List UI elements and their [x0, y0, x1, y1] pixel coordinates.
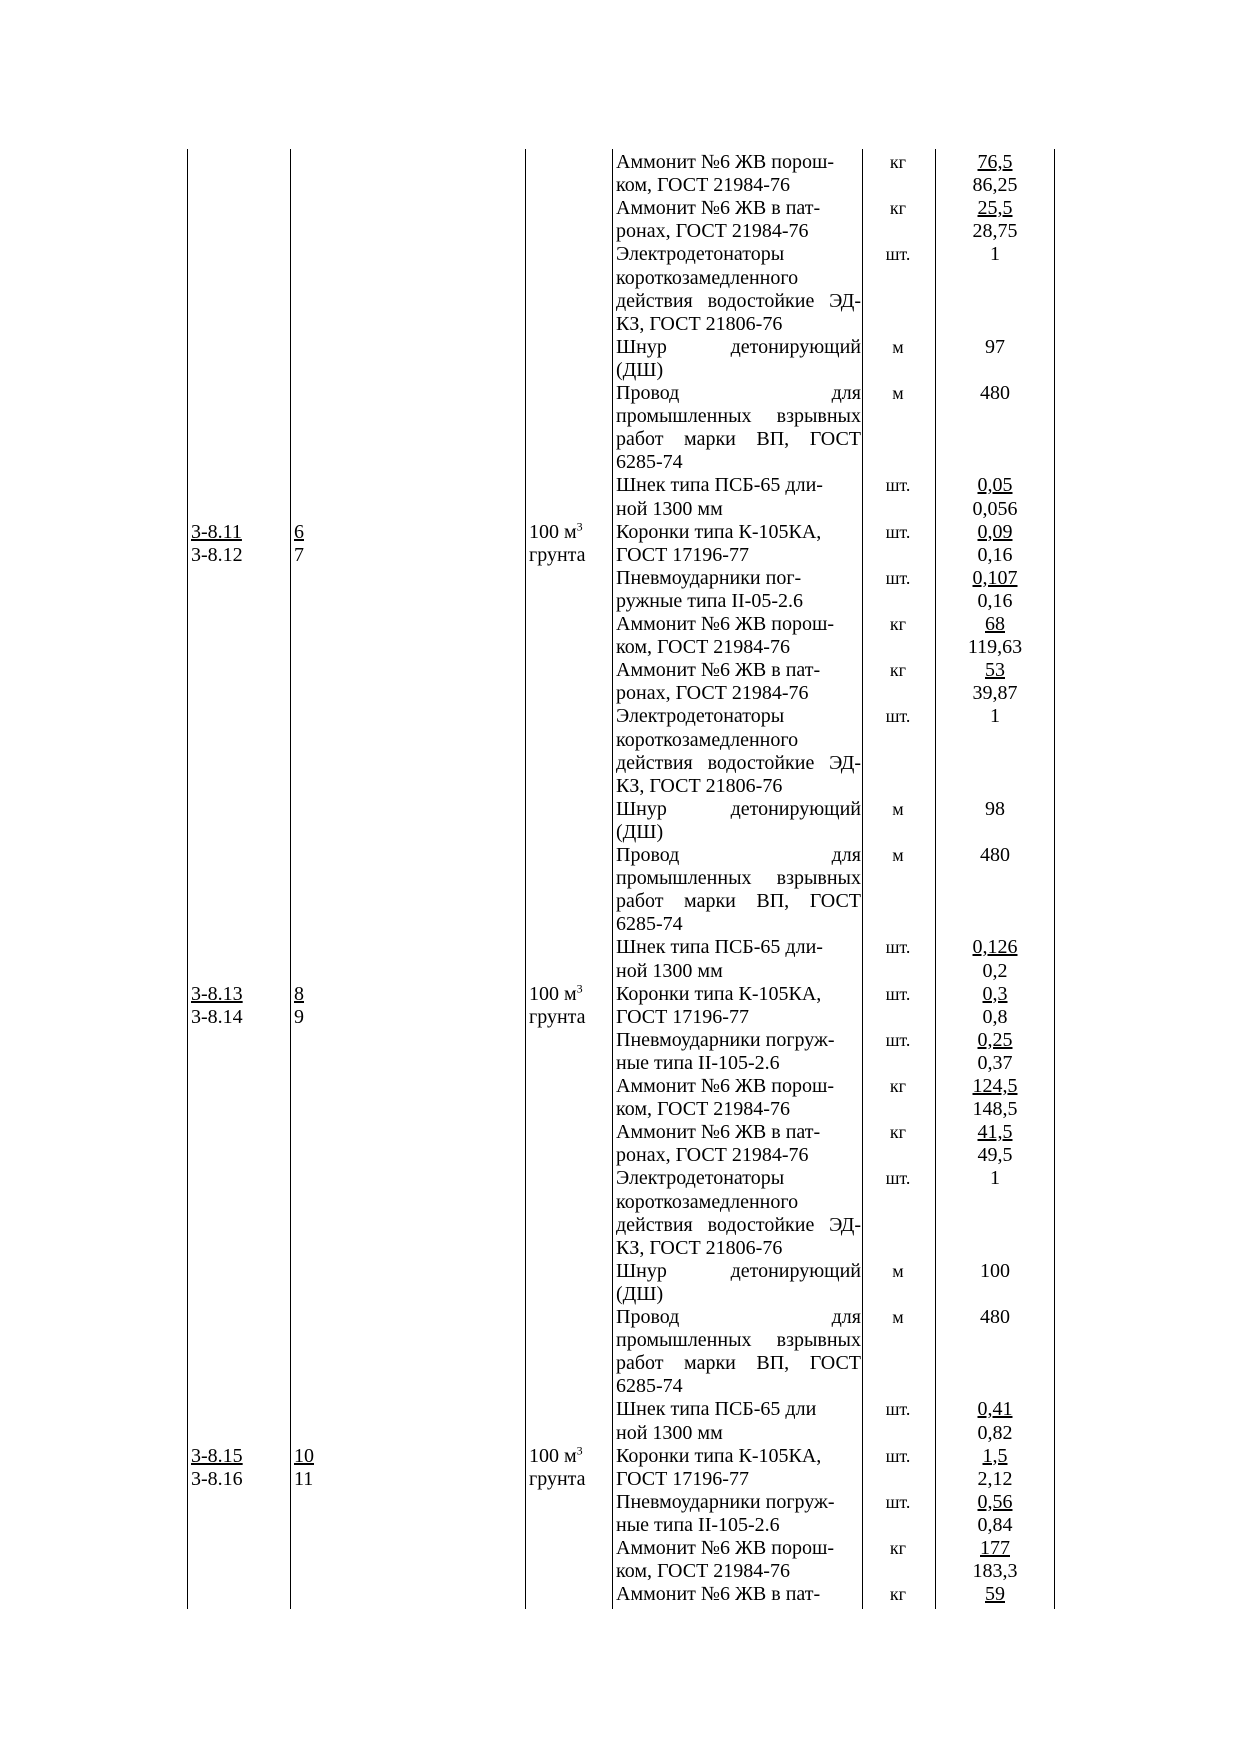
quantity-cell: 480 — [980, 1306, 1010, 1328]
resource-name-line: Шнек типа ПСБ-65 дли — [616, 1398, 817, 1421]
table-divider-meter-resource — [612, 149, 613, 1609]
quantity-numerator-value: 76,5 — [977, 151, 1013, 173]
norm-number-bottom: 11 — [294, 1467, 314, 1490]
resource-name-line: Аммонит №6 ЖВ в пат- — [616, 1583, 821, 1606]
quantity-numerator — [935, 936, 1055, 959]
resource-name-line: ГОСТ 17196-77 — [616, 1005, 749, 1028]
quantity-numerator-value: 1,5 — [982, 1444, 1008, 1467]
table-divider-unit-quantity — [935, 149, 936, 1609]
quantity-denominator: 148,5 — [972, 1098, 1018, 1121]
unit-cell: кг — [889, 1538, 907, 1558]
unit-cell: м — [892, 798, 904, 819]
quantity-numerator-value: 25,5 — [977, 197, 1013, 220]
resource-name-line: Аммонит №6 ЖВ порош- — [616, 613, 835, 635]
resource-name-line: Аммонит №6 ЖВ порош- — [616, 151, 835, 173]
quantity-denominator: 0,37 — [977, 1051, 1013, 1074]
quantity-numerator — [935, 1029, 1055, 1052]
meter-unit-value: 100 м — [529, 982, 577, 1005]
resource-name-line: промышленных взрывных — [616, 1329, 861, 1352]
resource-name-line: ком, ГОСТ 21984-76 — [616, 1098, 790, 1121]
unit-cell: шт. — [885, 475, 911, 496]
meter-unit-value: 100 м — [529, 1444, 577, 1467]
resource-name-line: Шнур детонирующий — [616, 797, 861, 820]
quantity-denominator: 0,056 — [972, 497, 1018, 520]
resource-name-line: промышленных взрывных — [616, 867, 861, 890]
resource-name-line: (ДШ) — [616, 358, 664, 381]
norm-number-top: 6 — [294, 520, 304, 543]
quantity-numerator-value: 41,5 — [977, 1121, 1013, 1144]
quantity-denominator: 0,82 — [977, 1421, 1013, 1444]
norm-code-top: 3-8.15 — [191, 1444, 243, 1467]
norm-number-bottom: 7 — [294, 543, 304, 566]
meter-unit — [529, 980, 583, 1006]
resource-name-line: Шнур детонирующий — [616, 1259, 861, 1282]
unit-cell: шт. — [885, 937, 911, 958]
quantity-numerator-value: 0,41 — [977, 1398, 1013, 1421]
meter-unit-material: грунта — [529, 1005, 586, 1028]
norm-number-top: 10 — [294, 1444, 314, 1467]
quantity-denominator: 0,16 — [977, 543, 1013, 566]
table-divider-resource-unit — [862, 149, 863, 1609]
quantity-denominator: 0,16 — [977, 589, 1013, 612]
quantity-numerator-value: 0,05 — [977, 474, 1013, 497]
resource-name-line: ком, ГОСТ 21984-76 — [616, 1560, 790, 1583]
resource-name-line: КЗ, ГОСТ 21806-76 — [616, 312, 783, 335]
quantity-numerator — [935, 474, 1055, 497]
resource-name-line: (ДШ) — [616, 820, 664, 843]
quantity-cell: 100 — [980, 1259, 1010, 1282]
quantity-numerator — [935, 1491, 1055, 1514]
quantity-numerator-value: 124,5 — [972, 1075, 1018, 1097]
quantity-cell: 1 — [990, 243, 1000, 266]
unit-cell: м — [892, 845, 904, 865]
quantity-numerator-value: 177 — [980, 1537, 1010, 1559]
quantity-cell: 480 — [980, 844, 1010, 866]
resource-name-line: ГОСТ 17196-77 — [616, 1467, 749, 1490]
quantity-numerator-value: 68 — [985, 613, 1005, 635]
resource-name-line: Аммонит №6 ЖВ в пат- — [616, 1121, 821, 1144]
quantity-numerator — [935, 1121, 1055, 1144]
table-border-left — [187, 149, 188, 1609]
resource-name-line: работ марки ВП, ГОСТ — [616, 428, 861, 451]
norm-code-bottom: 3-8.16 — [191, 1467, 243, 1490]
resource-name-line: работ марки ВП, ГОСТ — [616, 1352, 861, 1375]
unit-cell: кг — [889, 1122, 907, 1143]
table-divider-code-number — [290, 149, 291, 1609]
quantity-numerator — [935, 151, 1055, 174]
norm-number-top: 8 — [294, 982, 304, 1005]
quantity-numerator — [935, 1445, 1055, 1468]
resource-name-line: ной 1300 мм — [616, 959, 723, 982]
unit-cell: шт. — [885, 706, 911, 727]
meter-unit — [529, 518, 583, 544]
norm-code-top: 3-8.11 — [191, 520, 242, 543]
quantity-numerator — [935, 1583, 1055, 1606]
unit-cell: м — [892, 383, 904, 403]
resource-name-line: короткозамедленного — [616, 728, 799, 751]
resource-name-line: ком, ГОСТ 21984-76 — [616, 174, 790, 197]
resource-name-line: 6285-74 — [616, 1375, 683, 1398]
meter-unit-material: грунта — [529, 1467, 586, 1490]
unit-cell: м — [892, 1260, 904, 1281]
table-border-right — [1054, 149, 1055, 1609]
resource-name-line: Аммонит №6 ЖВ порош- — [616, 1537, 835, 1559]
quantity-numerator-value: 59 — [985, 1583, 1005, 1606]
quantity-cell: 97 — [985, 335, 1005, 358]
table-divider-number-meter — [525, 149, 526, 1609]
unit-cell: кг — [889, 198, 907, 219]
quantity-denominator: 28,75 — [972, 220, 1018, 243]
quantity-numerator — [935, 983, 1055, 1006]
quantity-denominator: 183,3 — [972, 1560, 1018, 1583]
resource-name-line: ной 1300 мм — [616, 1421, 723, 1444]
quantity-denominator: 2,12 — [977, 1467, 1013, 1490]
resource-name-line: Аммонит №6 ЖВ в пат- — [616, 659, 821, 682]
quantity-numerator — [935, 197, 1055, 220]
unit-cell: шт. — [885, 1168, 911, 1189]
resource-name-line: Пневмоударники погруж- — [616, 1028, 835, 1051]
quantity-cell: 480 — [980, 382, 1010, 404]
quantity-denominator: 119,63 — [967, 636, 1023, 659]
norm-number-bottom: 9 — [294, 1005, 304, 1028]
resource-name-line: КЗ, ГОСТ 21806-76 — [616, 1236, 783, 1259]
resource-name-line: 6285-74 — [616, 913, 683, 936]
quantity-numerator-value: 0,126 — [972, 936, 1018, 959]
resource-name-line: ронах, ГОСТ 21984-76 — [616, 682, 809, 705]
unit-cell: шт. — [885, 1491, 911, 1512]
resource-name-line: ные типа II-105-2.6 — [616, 1513, 780, 1536]
resource-name-line: Шнек типа ПСБ-65 дли- — [616, 936, 823, 959]
resource-name-line: Коронки типа К-105КА, — [616, 982, 822, 1005]
quantity-numerator-value: 0,09 — [977, 520, 1013, 543]
quantity-numerator — [935, 1398, 1055, 1421]
quantity-numerator-value: 53 — [985, 659, 1005, 682]
resource-name-line: ронах, ГОСТ 21984-76 — [616, 1144, 809, 1167]
resource-name-line: ружные типа II-05-2.6 — [616, 589, 803, 612]
unit-cell: м — [892, 336, 904, 357]
resource-name-line: промышленных взрывных — [616, 405, 861, 428]
resource-name-line: ком, ГОСТ 21984-76 — [616, 636, 790, 659]
quantity-numerator — [935, 1075, 1055, 1098]
resource-name-line: ной 1300 мм — [616, 497, 723, 520]
resource-name-line: Коронки типа К-105КА, — [616, 1444, 822, 1467]
quantity-cell: 1 — [990, 1167, 1000, 1190]
resource-name-line: Провод для — [616, 382, 861, 404]
resource-name-line: действия водостойкие ЭД- — [616, 751, 861, 774]
quantity-denominator: 0,8 — [982, 1005, 1008, 1028]
unit-cell: шт. — [885, 1445, 911, 1466]
resource-name-line: Шнек типа ПСБ-65 дли- — [616, 474, 823, 497]
unit-cell: шт. — [885, 1399, 911, 1420]
resource-name-line: Пневмоударники пог- — [616, 566, 802, 589]
unit-cell: шт. — [885, 983, 911, 1004]
quantity-cell: 1 — [990, 705, 1000, 728]
norm-code-top: 3-8.13 — [191, 982, 243, 1005]
unit-cell: кг — [889, 152, 907, 172]
quantity-denominator: 39,87 — [972, 682, 1018, 705]
resource-name-line: Электродетонаторы — [616, 705, 785, 728]
resource-name-line: Электродетонаторы — [616, 1167, 785, 1190]
unit-cell: шт. — [885, 1029, 911, 1050]
quantity-denominator: 49,5 — [977, 1144, 1013, 1167]
norm-code-bottom: 3-8.14 — [191, 1005, 243, 1028]
quantity-numerator — [935, 521, 1055, 544]
meter-unit-value: 100 м — [529, 520, 577, 543]
resource-name-line: ронах, ГОСТ 21984-76 — [616, 220, 809, 243]
unit-cell: шт. — [885, 244, 911, 265]
quantity-numerator — [935, 1537, 1055, 1560]
unit-cell: кг — [889, 1076, 907, 1096]
meter-unit-material: грунта — [529, 543, 586, 566]
quantity-numerator-value: 0,3 — [982, 982, 1008, 1005]
meter-unit-exponent: 3 — [576, 518, 583, 533]
resource-name-line: ные типа II-105-2.6 — [616, 1051, 780, 1074]
meter-unit-exponent: 3 — [576, 1442, 583, 1457]
meter-unit-exponent: 3 — [576, 980, 583, 995]
quantity-denominator: 86,25 — [972, 174, 1018, 197]
quantity-cell: 98 — [985, 797, 1005, 820]
resource-name-line: короткозамедленного — [616, 1190, 799, 1213]
resource-name-line: работ марки ВП, ГОСТ — [616, 890, 861, 913]
unit-cell: кг — [889, 1584, 907, 1605]
unit-cell: м — [892, 1307, 904, 1327]
quantity-denominator: 0,2 — [982, 959, 1008, 982]
resource-name-line: Шнур детонирующий — [616, 335, 861, 358]
norm-code-bottom: 3-8.12 — [191, 543, 243, 566]
quantity-numerator-value: 0,25 — [977, 1028, 1013, 1051]
resource-name-line: действия водостойкие ЭД- — [616, 1213, 861, 1236]
quantity-denominator: 0,84 — [977, 1513, 1013, 1536]
meter-unit — [529, 1442, 583, 1468]
resource-name-line: Провод для — [616, 1306, 861, 1328]
unit-cell: кг — [889, 614, 907, 634]
resource-name-line: Коронки типа К-105КА, — [616, 520, 822, 543]
unit-cell: кг — [889, 660, 907, 681]
unit-cell: шт. — [885, 567, 911, 588]
resource-name-line: Аммонит №6 ЖВ в пат- — [616, 197, 821, 220]
resource-name-line: Электродетонаторы — [616, 243, 785, 266]
resource-name-line: ГОСТ 17196-77 — [616, 543, 749, 566]
unit-cell: шт. — [885, 521, 911, 542]
quantity-numerator — [935, 659, 1055, 682]
quantity-numerator — [935, 567, 1055, 590]
resource-name-line: Аммонит №6 ЖВ порош- — [616, 1075, 835, 1097]
quantity-numerator — [935, 613, 1055, 636]
resource-name-line: КЗ, ГОСТ 21806-76 — [616, 774, 783, 797]
resource-name-line: короткозамедленного — [616, 266, 799, 289]
resource-name-line: действия водостойкие ЭД- — [616, 289, 861, 312]
resource-name-line: 6285-74 — [616, 451, 683, 474]
resource-name-line: (ДШ) — [616, 1282, 664, 1305]
quantity-numerator-value: 0,107 — [972, 566, 1018, 589]
quantity-numerator-value: 0,56 — [977, 1490, 1013, 1513]
resource-name-line: Пневмоударники погруж- — [616, 1490, 835, 1513]
resource-name-line: Провод для — [616, 844, 861, 866]
